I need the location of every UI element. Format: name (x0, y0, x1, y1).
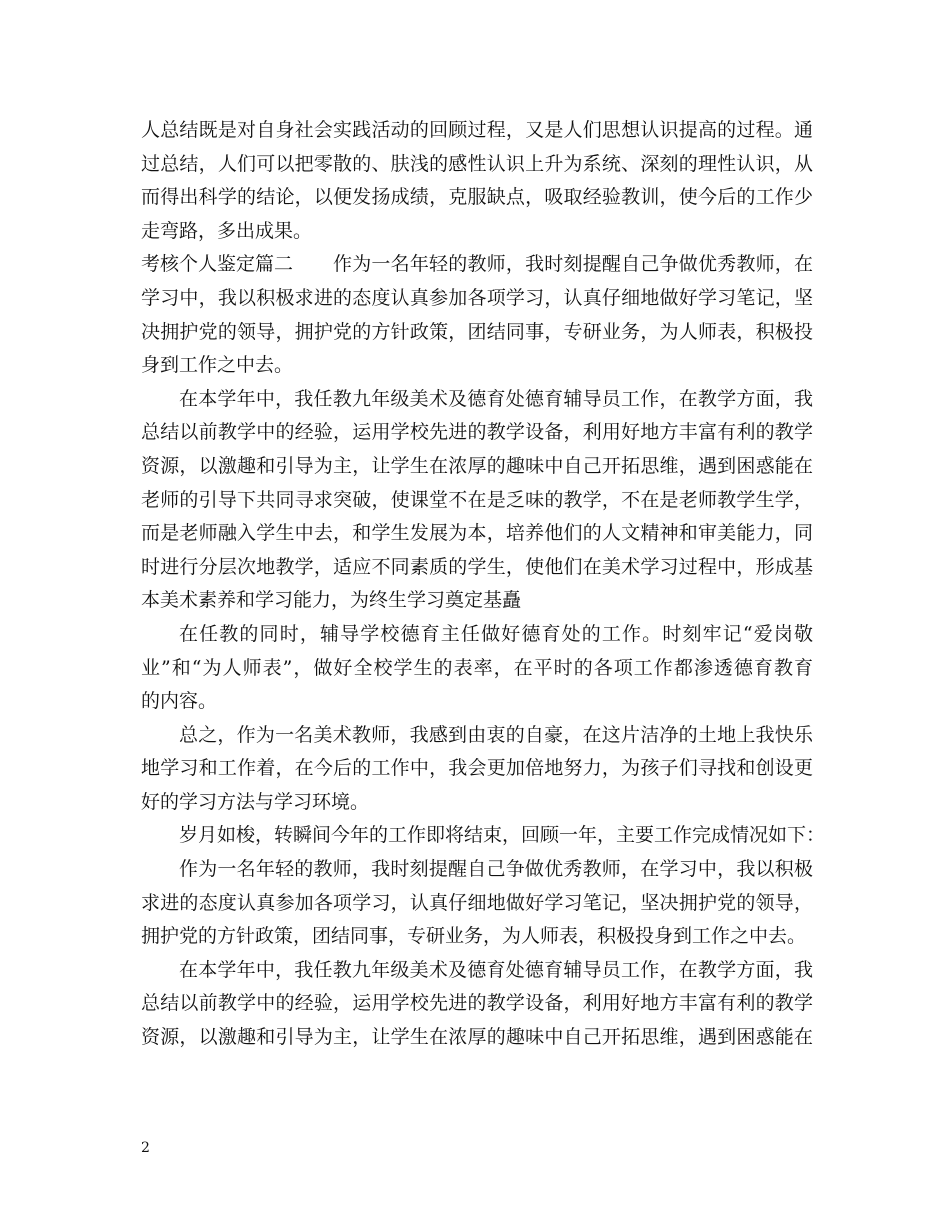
text-line: 总之，作为一名美术教师，我感到由衷的自豪，在这片洁净的土地上我快乐 (179, 723, 813, 746)
text-line: 身到工作之中去。 (141, 354, 294, 377)
text-line: 本美术素养和学习能力，为终生学习奠定基矗 (141, 589, 522, 612)
section-heading: 考核个人鉴定篇二 (141, 253, 294, 276)
page-number: 2 (141, 1140, 150, 1156)
document-body (141, 114, 826, 1055)
text-line: 业”和“为人师表”，做好全校学生的表率，在平时的各项工作都渗透德育教育 (141, 656, 813, 679)
paragraph-conclusion (141, 719, 813, 820)
text-line: 决拥护党的领导，拥护党的方针政策，团结同事，专研业务，为人师表，积极投 (141, 320, 813, 343)
text-line: 求进的态度认真参加各项学习，认真仔细地做好学习笔记，坚决拥护党的领导， (141, 891, 813, 914)
paragraph-teaching-repeat (141, 954, 813, 1055)
text-line: 走弯路，多出成果。 (141, 219, 313, 242)
text-line: 在本学年中，我任教九年级美术及德育处德育辅导员工作，在教学方面，我 (179, 387, 813, 410)
text-line: 在本学年中，我任教九年级美术及德育处德育辅导员工作，在教学方面，我 (179, 958, 813, 981)
section-heading-line (141, 248, 813, 282)
text-line: 人总结既是对自身社会实践活动的回顾过程，又是人们思想认识提高的过程。通 (141, 119, 813, 141)
paragraph-teaching (141, 383, 813, 618)
text-line: 总结以前教学中的经验，运用学校先进的教学设备，利用好地方丰富有利的教学 (141, 992, 813, 1015)
text-line: 而是老师融入学生中去，和学生发展为本，培养他们的人文精神和审美能力，同 (141, 522, 813, 545)
paragraph-section-two (141, 248, 813, 382)
text-line: 地学习和工作着，在今后的工作中，我会更加倍地努力，为孩子们寻找和创设更 (141, 757, 813, 780)
paragraph-year-review (141, 819, 826, 853)
text-line: 拥护党的方针政策，团结同事，专研业务，为人师表，积极投身到工作之中去。 (141, 925, 807, 948)
text-line: 总结以前教学中的经验，运用学校先进的教学设备，利用好地方丰富有利的教学 (141, 421, 813, 444)
paragraph-young-teacher (141, 853, 813, 954)
text-line: 学习中，我以积极求进的态度认真参加各项学习，认真仔细地做好学习笔记，坚 (141, 286, 813, 309)
text-line: 的内容。 (141, 690, 218, 713)
text-line: 在任教的同时，辅导学校德育主任做好德育处的工作。时刻牢记“爱岗敬 (179, 622, 813, 645)
text-line: 好的学习方法与学习环境。 (141, 790, 370, 813)
paragraph-intro-continuation (141, 114, 813, 248)
text-line: 作为一名年轻的教师，我时刻提醒自己争做优秀教师，在 (333, 253, 813, 276)
text-line: 资源，以激趣和引导为主，让学生在浓厚的趣味中自己开拓思维，遇到困惑能在 (141, 454, 813, 477)
text-line: 岁月如梭，转瞬间今年的工作即将结束，回顾一年，主要工作完成情况如下： (179, 824, 826, 847)
text-line: 作为一名年轻的教师，我时刻提醒自己争做优秀教师，在学习中，我以积极 (179, 858, 813, 881)
text-line: 过总结，人们可以把零散的、肤浅的感性认识上升为系统、深刻的理性认识，从 (141, 152, 813, 175)
text-line: 资源，以激趣和引导为主，让学生在浓厚的趣味中自己开拓思维，遇到困惑能在 (141, 1026, 813, 1049)
paragraph-moral-education (141, 618, 813, 719)
text-line: 老师的引导下共同寻求突破，使课堂不在是乏味的教学，不在是老师教学生学， (141, 488, 813, 511)
text-line: 而得出科学的结论，以便发扬成绩，克服缺点，吸取经验教训，使今后的工作少 (141, 186, 813, 209)
text-line: 时进行分层次地教学，适应不同素质的学生，使他们在美术学习过程中，形成基 (141, 555, 813, 578)
